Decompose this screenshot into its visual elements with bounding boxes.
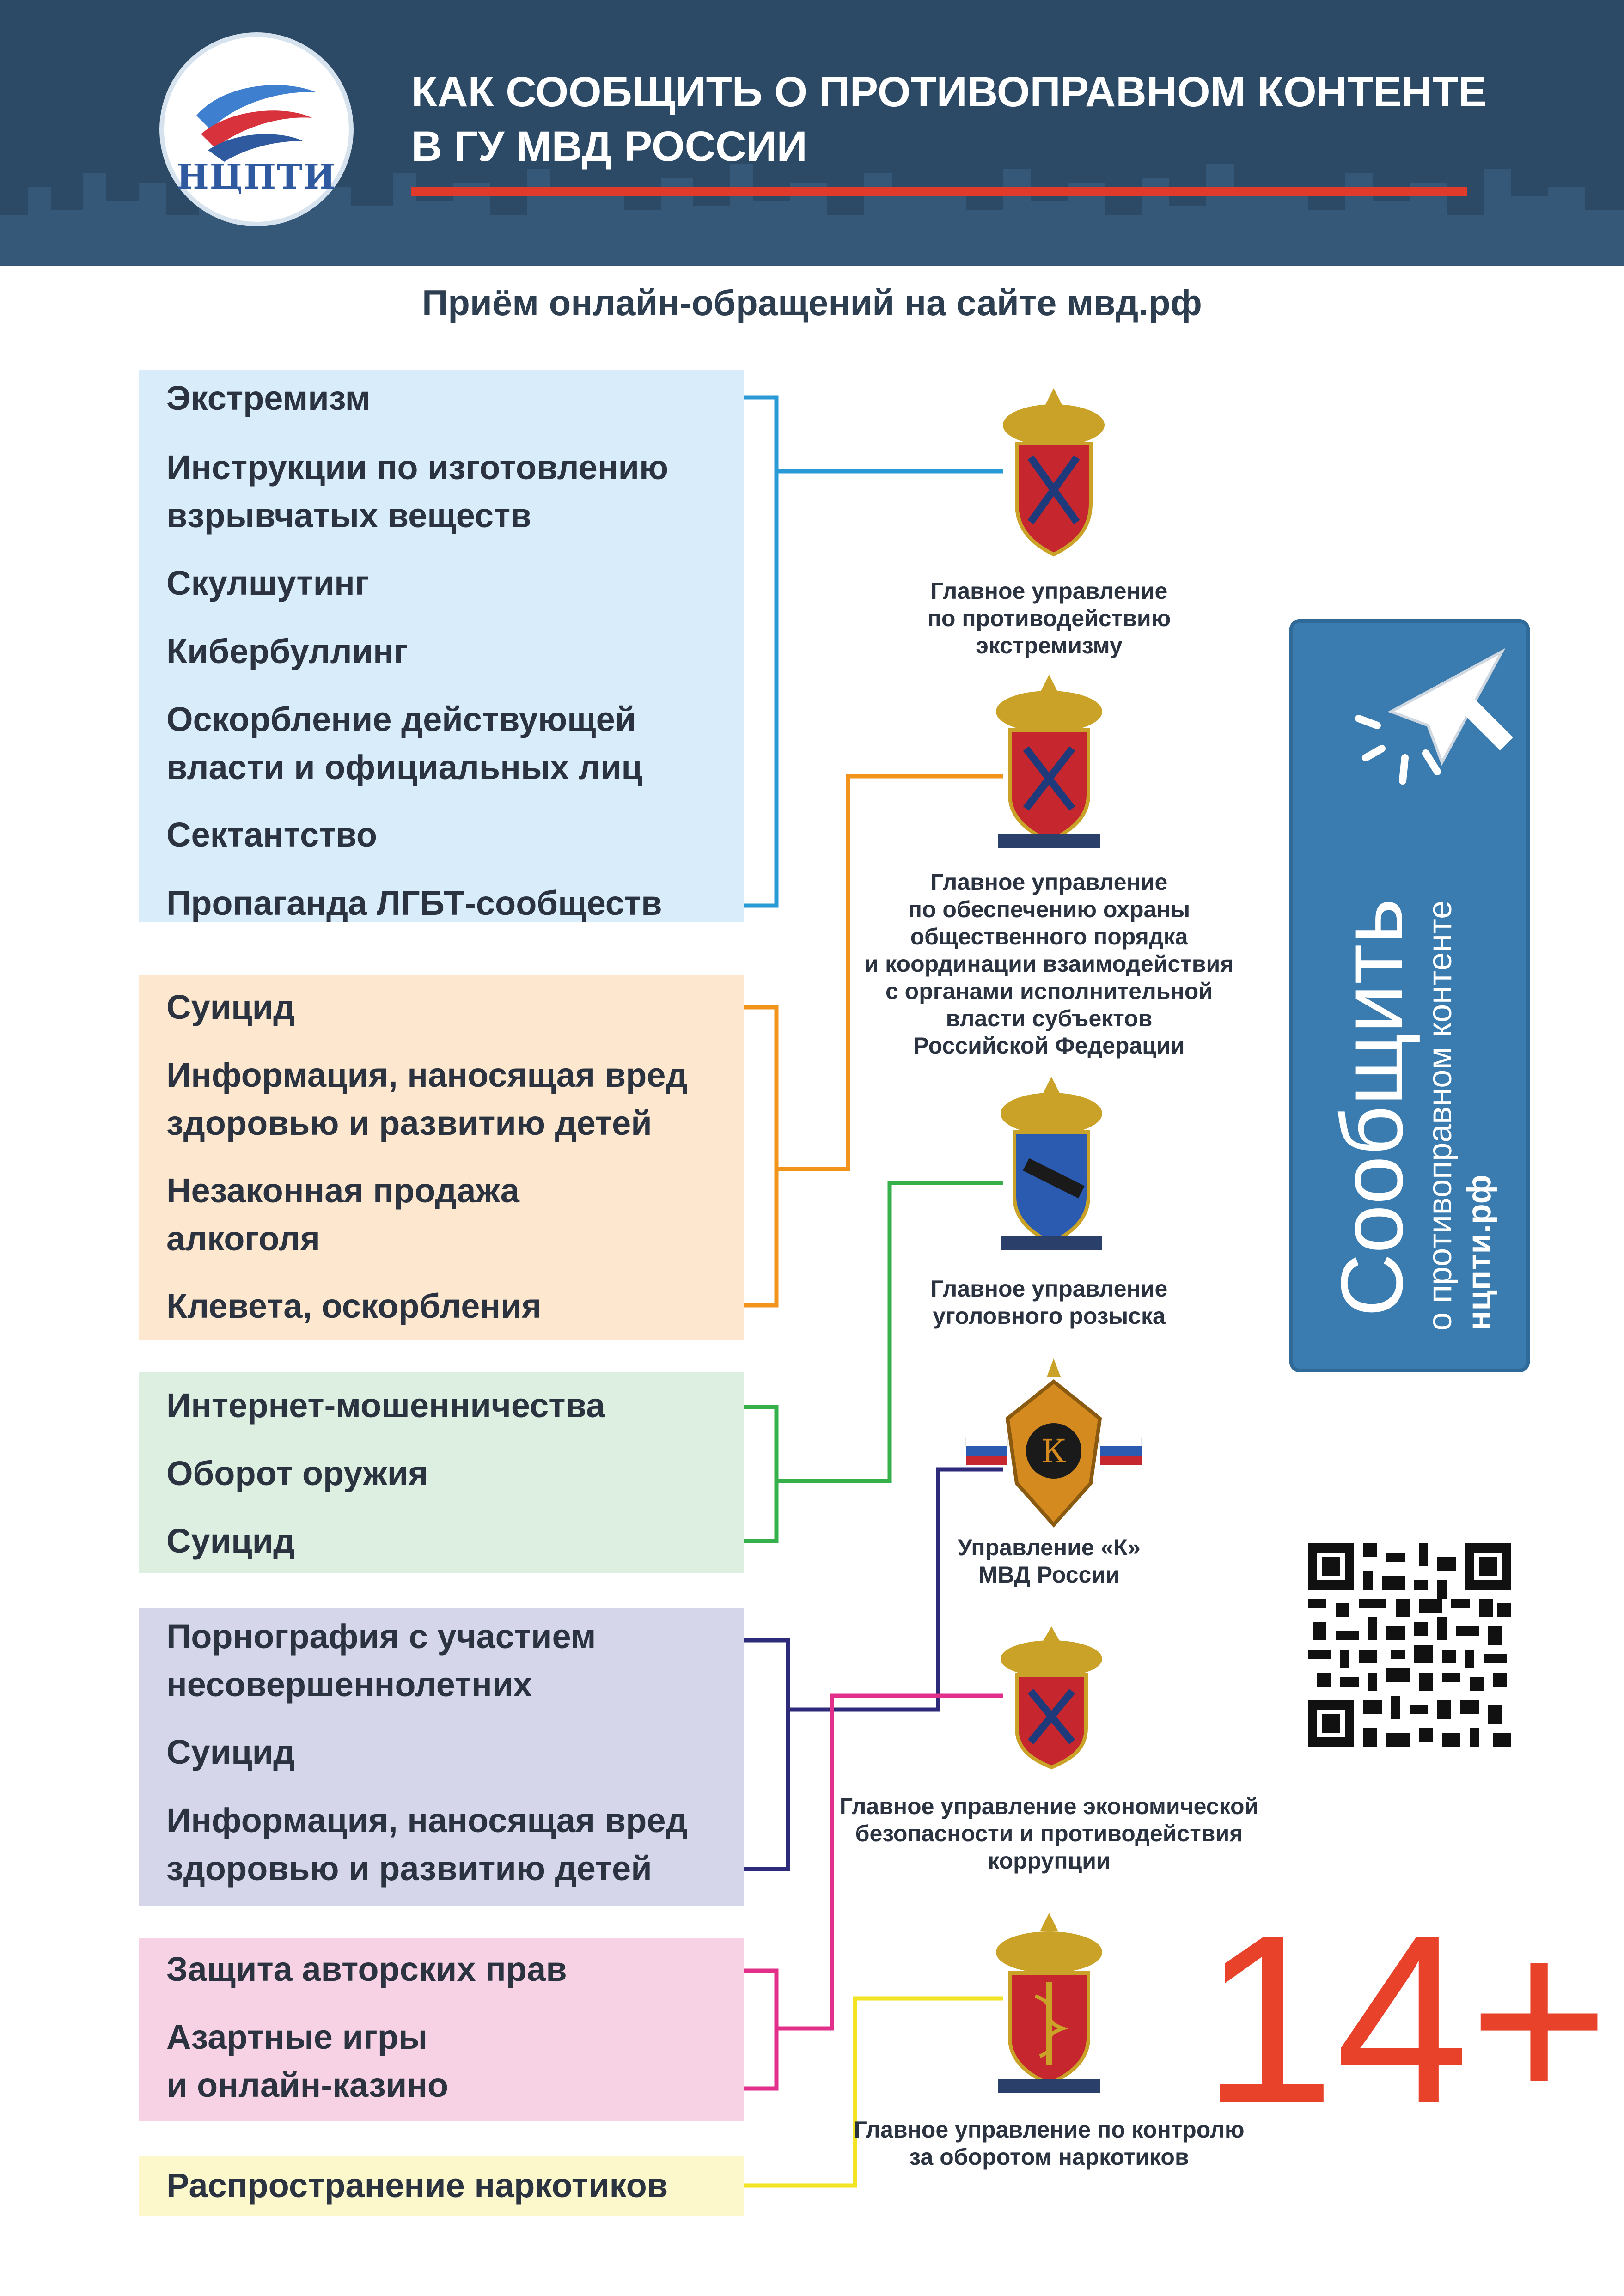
agency-label: Главное управление уголовного розыска	[930, 1276, 1168, 1329]
agency-label: Главное управление экономической безопасности и противодействия коррупции	[839, 1793, 1259, 1874]
list-item: Информация, наносящая вред	[166, 1801, 688, 1839]
list-item: Сектантство	[166, 816, 378, 854]
list-item: Защита авторских прав	[166, 1950, 567, 1988]
title-line-2: В ГУ МВД РОССИИ	[411, 123, 807, 170]
list-item: Суицид	[166, 988, 295, 1026]
list-item: Пропаганда ЛГБТ-сообществ	[166, 884, 662, 922]
list-item: Экстремизм	[166, 379, 371, 417]
list-item: Оборот оружия	[166, 1454, 428, 1492]
category-box-pink	[139, 1938, 744, 2121]
list-item: Распространение наркотиков	[166, 2166, 668, 2205]
list-item: Незаконная продажа	[166, 1171, 519, 1210]
list-item: Клевета, оскорбления	[166, 1287, 542, 1325]
mvd-emblem-icon	[994, 1622, 1109, 1774]
category-box-yellow	[139, 2156, 744, 2216]
list-item: Суицид	[166, 1522, 295, 1560]
list-item: здоровью и развитию детей	[166, 1104, 652, 1142]
svg-text:К: К	[1041, 1432, 1067, 1470]
mvd-emblem-icon	[994, 1072, 1109, 1257]
agency-label: Главное управление по контролю за оборотом наркотиков	[854, 2117, 1245, 2170]
category-box-purple	[139, 1608, 744, 1906]
agency-label: Управление «К» МВД России	[958, 1535, 1141, 1588]
title-line-1: КАК СООБЩИТЬ О ПРОТИВОПРАВНОМ КОНТЕНТЕ	[411, 68, 1487, 116]
qr-code-icon[interactable]	[1308, 1543, 1511, 1747]
list-item: Порнография с участием	[166, 1617, 596, 1656]
category-box-blue	[139, 370, 744, 922]
list-item: несовершеннолетних	[166, 1665, 532, 1704]
agency-label: Главное управление по обеспечению охраны общественного порядка и координации взаимодействия с органами исполнительной власти субъектов Российской Федерации	[864, 869, 1234, 1059]
list-item: здоровью и развитию детей	[166, 1849, 652, 1888]
list-item: власти и официальных лиц	[166, 748, 642, 786]
list-item: Азартные игры	[166, 2018, 428, 2056]
mvd-emblem-icon	[989, 1908, 1109, 2098]
list-item: Информация, наносящая вред	[166, 1056, 688, 1094]
category-box-orange	[139, 975, 744, 1340]
report-site-link[interactable]: нцпти.рф	[1461, 1175, 1498, 1331]
mvd-emblem-icon	[961, 1354, 1146, 1529]
report-subtitle: о противоправном контенте	[1422, 900, 1459, 1331]
list-item: Интернет-мошенничества	[166, 1386, 605, 1425]
report-title[interactable]: Сообщить	[1323, 898, 1421, 1317]
list-item: Оскорбление действующей	[166, 700, 636, 738]
list-item: Суицид	[166, 1733, 295, 1771]
mvd-emblem-icon	[998, 384, 1109, 559]
logo-text: НЦПТИ	[176, 157, 337, 197]
list-item: Скулшутинг	[166, 564, 369, 602]
category-box-green	[139, 1372, 744, 1573]
age-rating: 14+	[1202, 1885, 1610, 2153]
agency-label: Главное управление по противодействию экстремизму	[927, 578, 1171, 658]
list-item: алкоголя	[166, 1219, 320, 1258]
list-item: Инструкции по изготовлению	[166, 448, 669, 487]
list-item: и онлайн-казино	[166, 2066, 449, 2104]
list-item: взрывчатых веществ	[166, 496, 531, 535]
subtitle: Приём онлайн-обращений на сайте мвд.рф	[422, 282, 1202, 323]
mvd-emblem-icon	[989, 670, 1109, 855]
list-item: Кибербуллинг	[166, 632, 408, 670]
cursor-click-icon	[1349, 633, 1516, 799]
